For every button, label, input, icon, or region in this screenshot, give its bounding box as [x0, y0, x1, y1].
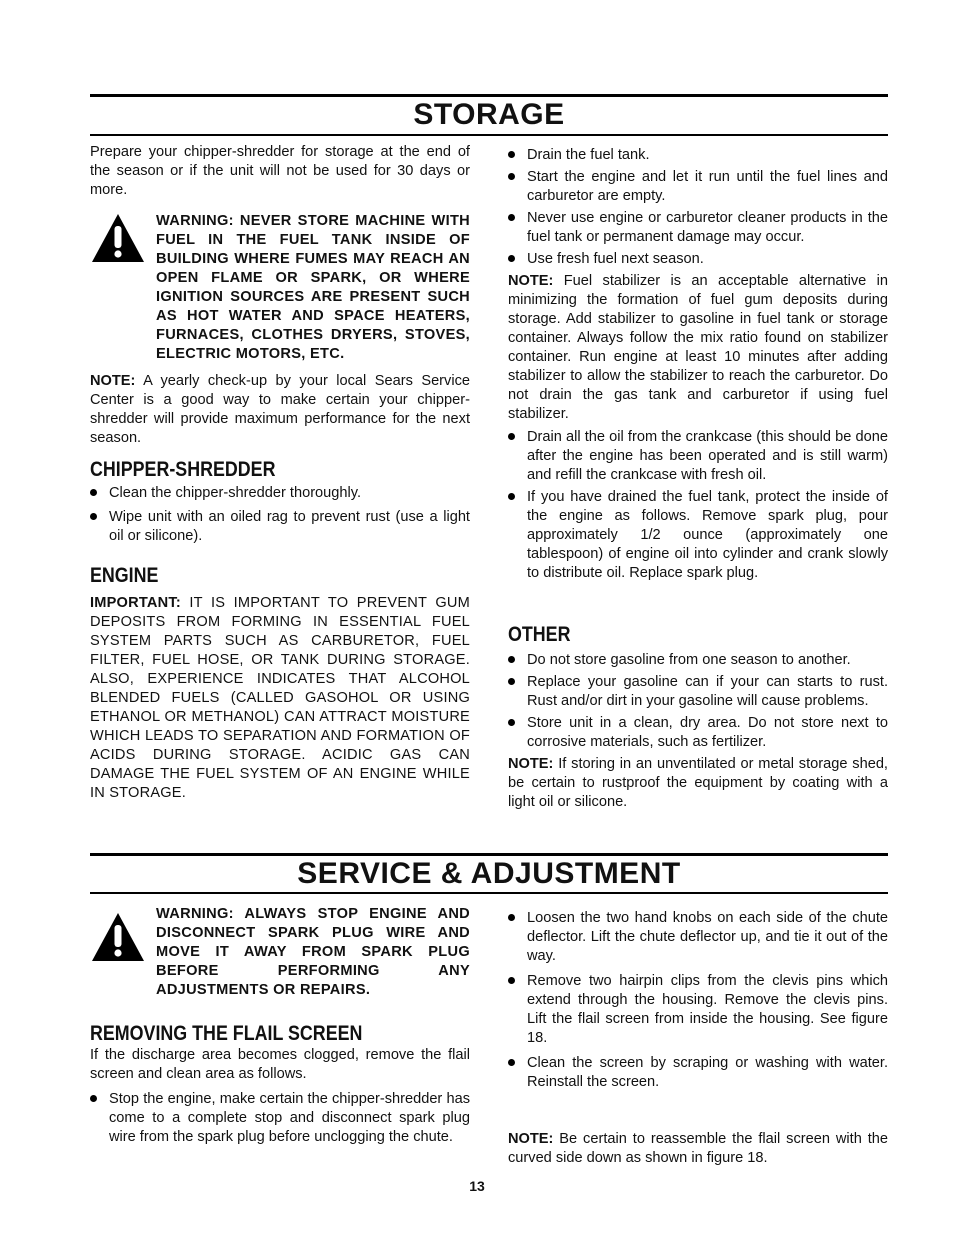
- bullet-icon: [90, 1095, 97, 1102]
- engine-important: [90, 594, 470, 803]
- bullet-icon: [508, 977, 515, 984]
- bullet-icon: [508, 656, 515, 663]
- engine-heading: ENGINE: [90, 564, 159, 587]
- list-item: Replace your gasoline can if your can starts to rust. Rust and/or dirt in your gasoline will cause problems.: [508, 673, 888, 711]
- list-item: Never use engine or carburetor cleaner products in the fuel tank or permanent damage may occur.: [508, 209, 888, 247]
- list-item: Loosen the two hand knobs on each side of the chute deflector. Lift the chute deflector up, and tie it out of the way.: [508, 909, 888, 966]
- list-item: Store unit in a clean, dry area. Do not store next to corrosive materials, such as fertilizer.: [508, 714, 888, 752]
- bullet-icon: [508, 173, 515, 180]
- other-list: [508, 651, 888, 752]
- flail-intro: If the discharge area becomes clogged, remove the flail screen and clean area as follows.: [90, 1047, 470, 1082]
- list-item: Remove two hairpin clips from the clevis pins which extend through the housing. Remove the clevis pins. Lift the flail screen from inside the housing. See figure 18.: [508, 972, 888, 1048]
- list-item: Stop the engine, make certain the chipper-shredder has come to a complete stop and disconnect spark plug wire from the spark plug before unclogging the chute.: [90, 1090, 470, 1147]
- flail-list: [90, 1090, 470, 1147]
- storage-top-rule: [90, 94, 888, 97]
- note-text: Be certain to reassemble the flail screen with the curved side down as shown in figure 18.: [508, 1131, 888, 1166]
- storage-warning-text: WARNING: NEVER STORE MACHINE WITH FUEL IN THE FUEL TANK INSIDE OF BUILDING WHERE FUMES MAY REACH AN OPEN FLAME OR SPARK, OR WHERE IGNITION SOURCES ARE PRESENT SUCH AS HOT WATER AND SPACE HEATERS, FURNACES, CLOTHES DRYERS, STOVES, ELECTRIC MOTORS, ETC.: [156, 213, 470, 362]
- bullet-icon: [90, 489, 97, 496]
- service-warning: [90, 905, 470, 1000]
- bullet-icon: [508, 493, 515, 500]
- note-label: NOTE:: [508, 273, 554, 289]
- page-number: 13: [469, 1178, 485, 1194]
- chipper-shredder-list: [90, 484, 470, 546]
- oil-list: [508, 428, 888, 583]
- flail-screen-heading: REMOVING THE FLAIL SCREEN: [90, 1022, 363, 1045]
- service-bottom-rule: [90, 892, 888, 894]
- note-text: A yearly check-up by your local Sears Service Center is a good way to make certain your chipper-shredder will provide maximum performance for the next season.: [90, 373, 470, 446]
- list-item: Wipe unit with an oiled rag to prevent rust (use a light oil or silicone).: [90, 508, 470, 546]
- list-item: Start the engine and let it run until the fuel lines and carburetor are empty.: [508, 168, 888, 206]
- warning-triangle-icon: [90, 911, 146, 963]
- note-text: If storing in an unventilated or metal storage shed, be certain to rustproof the equipment by coating with a light oil or silicone.: [508, 756, 888, 810]
- storage-warning: [90, 212, 470, 364]
- bullet-icon: [508, 255, 515, 262]
- chipper-shredder-heading: CHIPPER-SHREDDER: [90, 458, 276, 481]
- service-warning-text: WARNING: ALWAYS STOP ENGINE AND DISCONNECT SPARK PLUG WIRE AND MOVE IT AWAY FROM SPARK PLUG BEFORE PERFORMING ANY ADJUSTMENTS OR REPAIRS.: [156, 906, 470, 998]
- note-label: NOTE:: [508, 1131, 554, 1147]
- other-note: [508, 755, 888, 812]
- service-right-column: [508, 909, 888, 1168]
- storage-right-column: [508, 146, 888, 812]
- service-left-column: [90, 905, 470, 1150]
- list-item: Drain the fuel tank.: [508, 146, 888, 165]
- list-item: Do not store gasoline from one season to another.: [508, 651, 888, 670]
- bullet-icon: [508, 151, 515, 158]
- bullet-icon: [508, 433, 515, 440]
- note-text: Fuel stabilizer is an acceptable alternative in minimizing the formation of fuel gum deposits during storage. Add stabilizer to gasoline in fuel tank or storage container. Always follow the mix ratio found on stabilizer container. Run engine at least 10 minutes after adding stabilizer to allow the stabilizer to reach the carburetor. Do not drain the gas tank and carburetor if using fuel stabilizer.: [508, 273, 888, 422]
- bullet-icon: [508, 678, 515, 685]
- other-heading: OTHER: [508, 623, 571, 646]
- service-note: [508, 1130, 888, 1168]
- list-item: Clean the screen by scraping or washing with water. Reinstall the screen.: [508, 1054, 888, 1092]
- bullet-icon: [508, 214, 515, 221]
- list-item: If you have drained the fuel tank, protect the inside of the engine as follows. Remove spark plug, pour approximately 1/2 ounce (approximately one tablespoon) of engine oil into cylinder and crank slowly to distribute oil. Replace spark plug.: [508, 488, 888, 583]
- bullet-icon: [90, 513, 97, 520]
- fuel-stabilizer-note: [508, 272, 888, 424]
- note-label: NOTE:: [90, 373, 136, 389]
- service-list: [508, 909, 888, 1092]
- list-item: Use fresh fuel next season.: [508, 250, 888, 269]
- storage-left-column: [90, 143, 470, 803]
- warning-triangle-icon: [90, 212, 146, 264]
- important-text: IT IS IMPORTANT TO PREVENT GUM DEPOSITS FROM FORMING IN ESSENTIAL FUEL SYSTEM PARTS SUCH AS CARBURETOR, FUEL FILTER, FUEL HOSE, OR TANK DURING STORAGE. ALSO, EXPERIENCE INDICATES THAT ALCOHOL BLENDED FUELS (CALLED GASOHOL OR USING ETHANOL OR METHANOL) CAN ATTRACT MOISTURE WHICH LEADS TO SEPARATION AND FORMATION OF ACIDS DURING STORAGE. ACIDIC GAS CAN DAMAGE THE FUEL SYSTEM OF AN ENGINE WHILE IN STORAGE.: [90, 595, 470, 801]
- bullet-icon: [508, 719, 515, 726]
- service-title: SERVICE & ADJUSTMENT: [297, 857, 681, 890]
- note-label: NOTE:: [508, 756, 554, 772]
- list-item: Clean the chipper-shredder thoroughly.: [90, 484, 470, 503]
- storage-intro: Prepare your chipper-shredder for storage at the end of the season or if the unit will not be used for 30 days or more.: [90, 144, 470, 198]
- list-item: Drain all the oil from the crankcase (this should be done after the engine has been operated and is still warm) and refill the crankcase with fresh oil.: [508, 428, 888, 485]
- important-label: IMPORTANT:: [90, 595, 181, 611]
- bullet-icon: [508, 1059, 515, 1066]
- fuel-list: [508, 146, 888, 269]
- service-top-rule: [90, 853, 888, 856]
- bullet-icon: [508, 914, 515, 921]
- storage-bottom-rule: [90, 134, 888, 136]
- storage-note: [90, 372, 470, 448]
- storage-title: STORAGE: [413, 98, 565, 131]
